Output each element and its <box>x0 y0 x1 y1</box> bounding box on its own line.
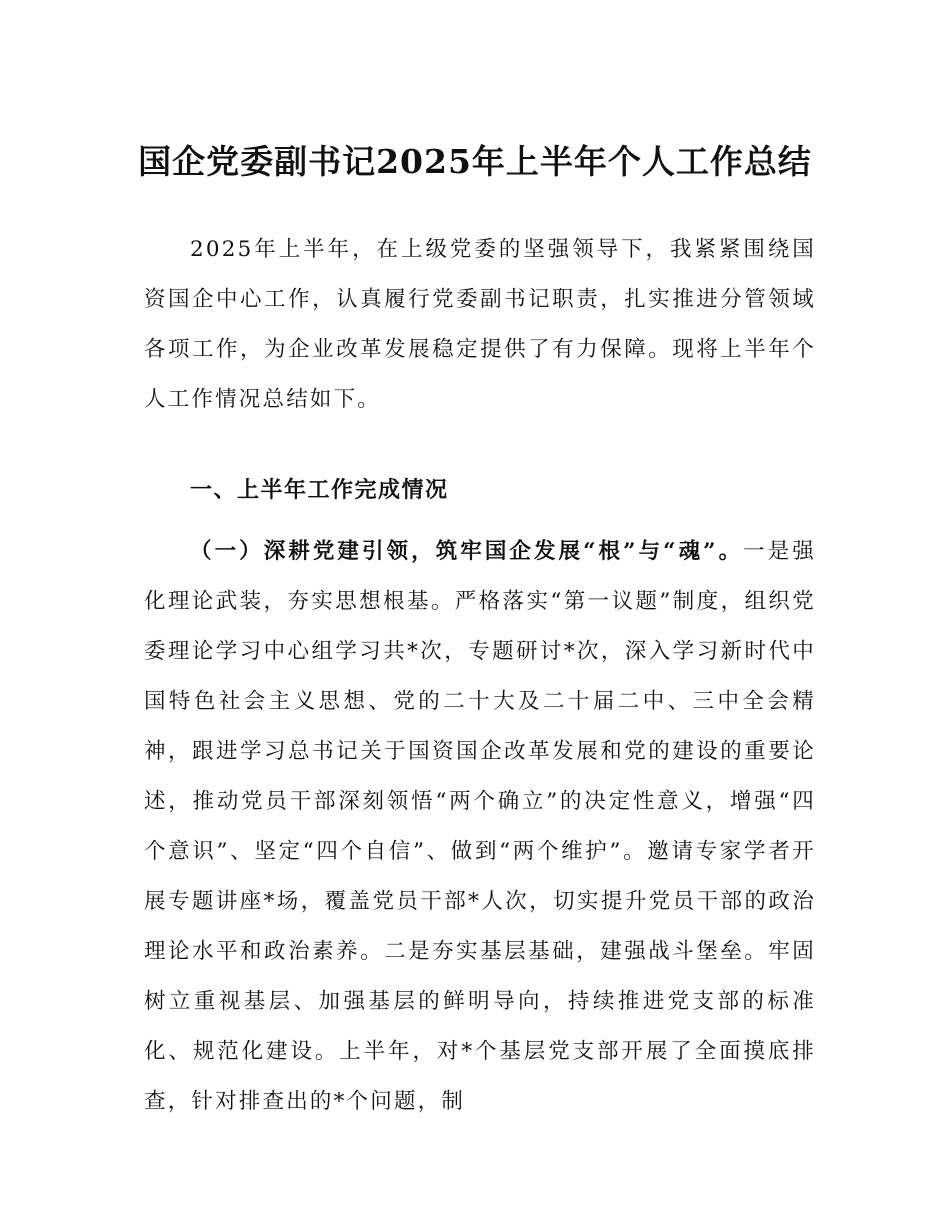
subsection-body: 一是强化理论武装，夯实思想根基。严格落实“第一议题”制度，组织党委理论学习中心组学习共*次，专题研讨*次，深入学习新时代中国特色社会主义思想、党的二十大及二十届二中、三中全会精神，跟进学习总书记关于国资国企改革发展和党的建设的重要论述，推动党员干部深刻领悟“两个确立”的决定性意义，增强“四个意识”、坚定“四个自信”、做到“两个维护”。邀请专家学者开展专题讲座*场，覆盖党员干部*人次，切实提升党员干部的政治理论水平和政治素养。二是夯实基层基础，建强战斗堡垒。牢固树立重视基层、加强基层的鲜明导向，持续推进党支部的标准化、规范化建设。上半年，对*个基层党支部开展了全面摸底排查，针对排查出的*个问题，制 <box>144 539 816 1114</box>
subsection-paragraph <box>144 527 816 1127</box>
section-heading: 一、上半年工作完成情况 <box>190 477 449 503</box>
subsection-heading: （一）深耕党建引领，筑牢国企发展“根”与“魂”。 <box>190 539 744 564</box>
document-title: 国企党委副书记2025年上半年个人工作总结 <box>138 142 812 182</box>
intro-paragraph: 2025年上半年，在上级党委的坚强领导下，我紧紧围绕国资国企中心工作，认真履行党委副书记职责，扎实推进分管领域各项工作，为企业改革发展稳定提供了有力保障。现将上半年个人工作情况总结如下。 <box>144 237 816 412</box>
